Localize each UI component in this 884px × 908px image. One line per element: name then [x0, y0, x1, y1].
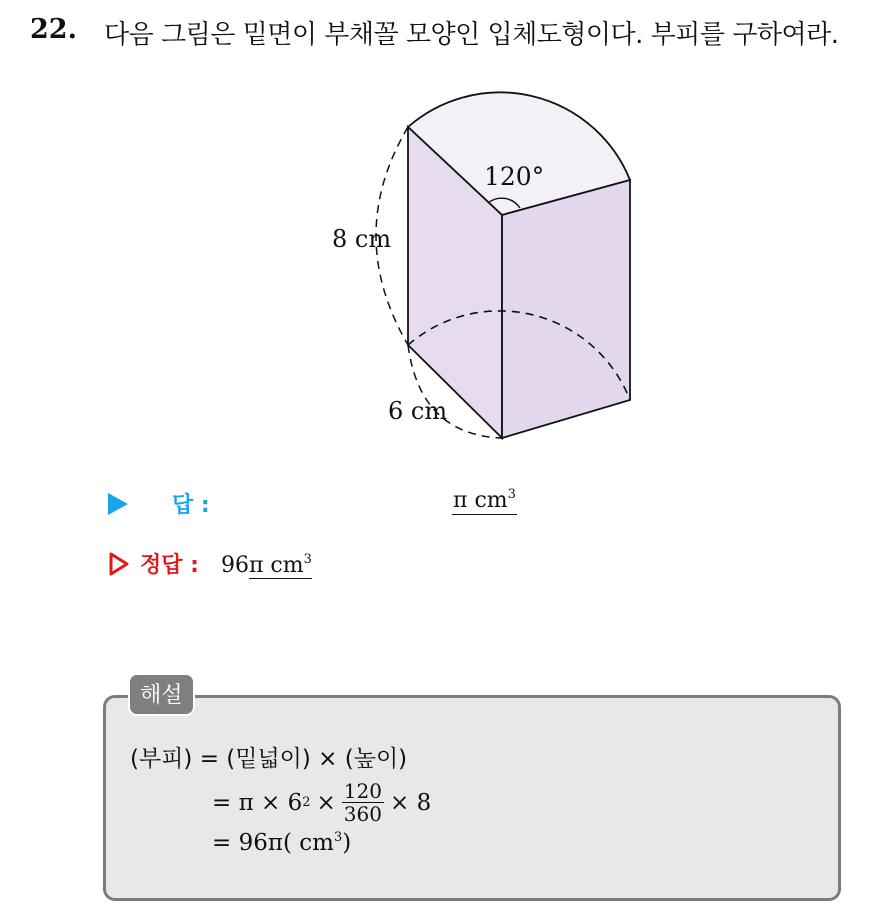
answer-exponent: 3 [507, 487, 516, 502]
solution-line-2-times: × [316, 789, 336, 816]
answer-label: 답 : [172, 493, 210, 518]
key-value-exponent: 3 [303, 552, 312, 567]
play-outline-icon [108, 552, 130, 576]
question-number: 22. [30, 14, 77, 45]
answer-value: π cm [453, 488, 508, 513]
solution-line-3-prefix: = 96π( cm [212, 830, 334, 856]
solution-line-3-suffix: ) [342, 830, 352, 856]
answer-row [108, 488, 210, 519]
radius-label: 6 cm [388, 397, 448, 425]
key-value [221, 553, 312, 578]
play-icon [108, 493, 128, 515]
solution-line-2-suffix: × 8 [389, 789, 432, 816]
key-label: 정답 : [140, 553, 199, 578]
solution-fraction [342, 780, 384, 825]
key-value-number: 96 [220, 553, 249, 578]
right-face [502, 180, 630, 438]
fraction-denominator: 360 [343, 802, 382, 826]
solution-line-1 [130, 740, 407, 773]
angle-label: 120° [484, 162, 545, 191]
height-label: 8 cm [332, 225, 392, 253]
key-value-unit: π cm [248, 553, 304, 578]
solution-line-3-exponent: 3 [333, 830, 343, 845]
key-row [108, 548, 312, 579]
solution-line-1-text: (부피) = (밑넓이) × (높이) [130, 746, 408, 772]
fraction-numerator: 120 [343, 779, 382, 803]
sector-prism-figure [300, 75, 660, 455]
solution-line-2: = π × 6 2 × $\frac{120}{360}$ × 8 [212, 779, 432, 826]
solution-tag: 해설 [128, 673, 195, 716]
question-text: 다음 그림은 밑면이 부채꼴 모양인 입체도형이다. 부피를 구하여라. [104, 20, 839, 50]
answer-field[interactable] [452, 488, 517, 515]
solution-line-3 [212, 830, 351, 856]
solution-line-2-prefix: = π × 6 [212, 789, 303, 816]
